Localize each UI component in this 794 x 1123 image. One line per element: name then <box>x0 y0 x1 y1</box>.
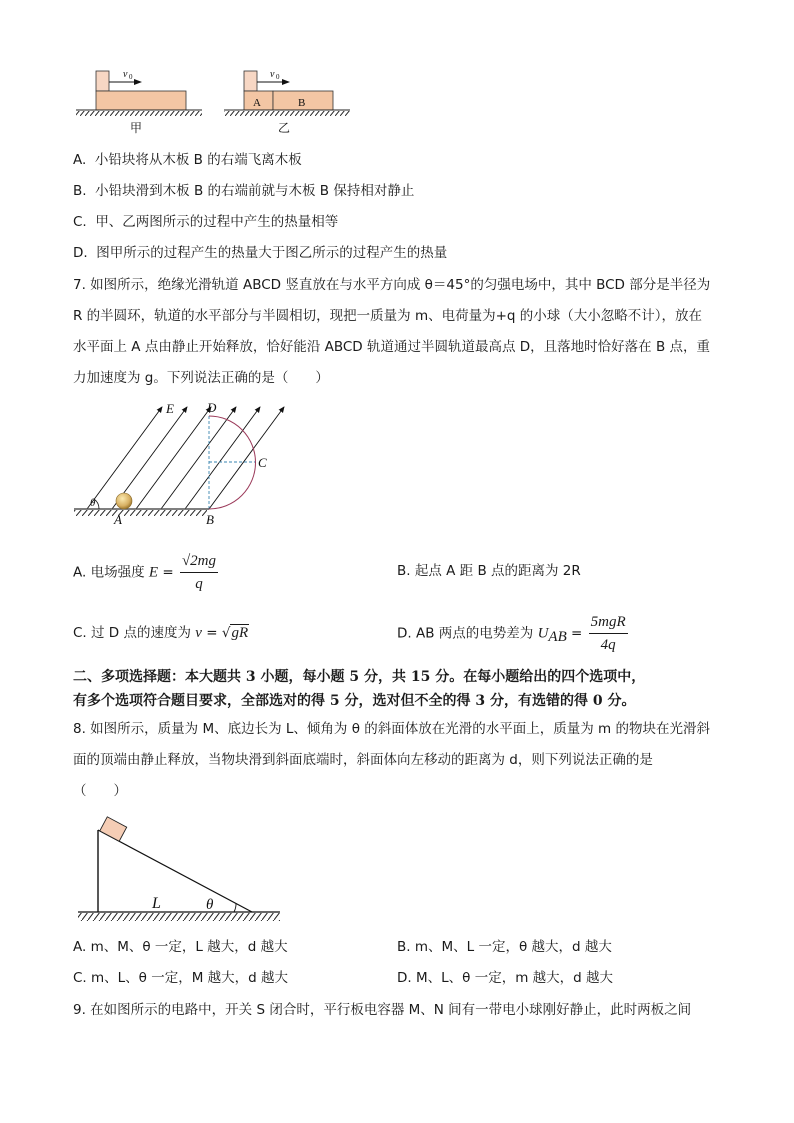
figure-yi <box>224 69 350 135</box>
figure-label-jia: 甲 <box>130 121 143 135</box>
label-b: B <box>206 512 214 527</box>
fraction: $\frac{√2mg}{q}$ <box>181 553 217 592</box>
svg-text:0: 0 <box>276 73 280 81</box>
field-lines <box>87 407 284 509</box>
q6-option-d: D. 图甲所示的过程产生的热量大于图乙所示的过程产生的热量 <box>73 245 448 261</box>
section2-heading-line-2: 有多个选项符合题目要求，全部选对的得 5 分，选对但不全的得 3 分，有选错的得 0 分。 <box>73 693 636 709</box>
q9-stem-line-1: 9. 在如图所示的电路中，开关 S 闭合时，平行板电容器 M、N 间有一带电小球刚好静止，此时两板之间 <box>73 1002 692 1018</box>
ground-hatch <box>76 111 202 116</box>
svg-text:v: v <box>270 69 275 80</box>
q8-option-d: D. M、L、θ 一定，m 越大，d 越大 <box>397 970 613 986</box>
lead-block <box>244 71 257 91</box>
q6-option-c: C. 甲、乙两图所示的过程中产生的热量相等 <box>73 214 339 230</box>
ground-hatch <box>224 111 350 116</box>
figure-label-yi: 乙 <box>278 121 291 135</box>
q7-stem-line-2: R 的半圆环，轨道的水平部分与半圆相切，现把一质量为 m、电荷量为+q 的小球（大小忽略不计），放在 <box>73 308 703 324</box>
q8-option-c: C. m、L、θ 一定，M 越大，d 越大 <box>73 970 289 986</box>
svg-text:θ: θ <box>90 497 96 509</box>
svg-text:v: v <box>123 69 128 80</box>
ground-hatch <box>74 510 207 516</box>
label-d: D <box>207 400 217 415</box>
square-root: √gR <box>221 625 249 641</box>
q8-stem-line-2: 面的顶端由静止释放，当物块滑到斜面底端时，斜面体向左移动的距离为 d，则下列说法正确的是 <box>73 752 653 768</box>
q7-option-a: A. 电场强度 E = $\frac{√2mg}{q}$ <box>73 553 217 592</box>
ball <box>116 493 132 509</box>
figure-q7-track <box>70 397 290 527</box>
label-l: L <box>152 895 161 912</box>
svg-text:A: A <box>253 97 261 109</box>
q8-stem-line-3: （ ） <box>73 783 127 799</box>
figure-jia-yi <box>70 62 370 140</box>
label-c: C <box>258 455 267 470</box>
q7-stem-line-4: 力加速度为 g。下列说法正确的是（ ） <box>73 370 329 386</box>
q7-stem-line-3: 水平面上 A 点由静止开始释放，恰好能沿 ABCD 轨道通过半圆轨道最高点 D，且落地时恰好落在 B 点，重 <box>73 339 711 355</box>
semicircle-track <box>209 416 256 509</box>
label-a: A <box>114 512 122 527</box>
q8-option-b: B. m、M、L 一定，θ 越大，d 越大 <box>397 939 612 955</box>
q8-stem-line-1: 8. 如图所示，质量为 M、底边长为 L、倾角为 θ 的斜面体放在光滑的水平面上，质量为 m 的物块在光滑斜 <box>73 721 710 737</box>
svg-text:B: B <box>298 97 306 109</box>
section2-heading-line-1: 二、多项选择题：本大题共 3 小题，每小题 5 分，共 15 分。在每小题给出的四个选项中， <box>73 669 646 685</box>
ground-hatch <box>78 913 280 921</box>
q7-option-d: D. AB 两点的电势差为 $U_{AB}$ = $\frac{\text{5mgR}}{4q}$ <box>397 614 626 653</box>
figure-jia <box>76 69 202 135</box>
q8-option-a: A. m、M、θ 一定，L 越大，d 越大 <box>73 939 288 955</box>
q6-option-a: A. 小铅块将从木板 B 的右端飞离木板 <box>73 152 302 168</box>
q7-option-b: B. 起点 A 距 B 点的距离为 2R <box>397 563 581 579</box>
label-e: E <box>166 401 174 416</box>
long-board <box>96 91 186 110</box>
block <box>100 817 127 841</box>
incline-surface <box>98 830 252 912</box>
q6-option-b: B. 小铅块滑到木板 B 的右端前就与木板 B 保持相对静止 <box>73 183 415 199</box>
lead-block <box>96 71 109 91</box>
svg-text:0: 0 <box>129 73 133 81</box>
fraction: $\frac{\text{5mgR}}{4q}$ <box>590 614 626 653</box>
label-theta: θ <box>206 897 214 913</box>
q7-option-c: C. 过 D 点的速度为 v = √gR <box>73 625 249 641</box>
q7-stem-line-1: 7. 如图所示，绝缘光滑轨道 ABCD 竖直放在与水平方向成 θ＝45°的匀强电场中，其中 BCD 部分是半径为 <box>73 277 711 293</box>
figure-q8-incline <box>70 808 290 928</box>
